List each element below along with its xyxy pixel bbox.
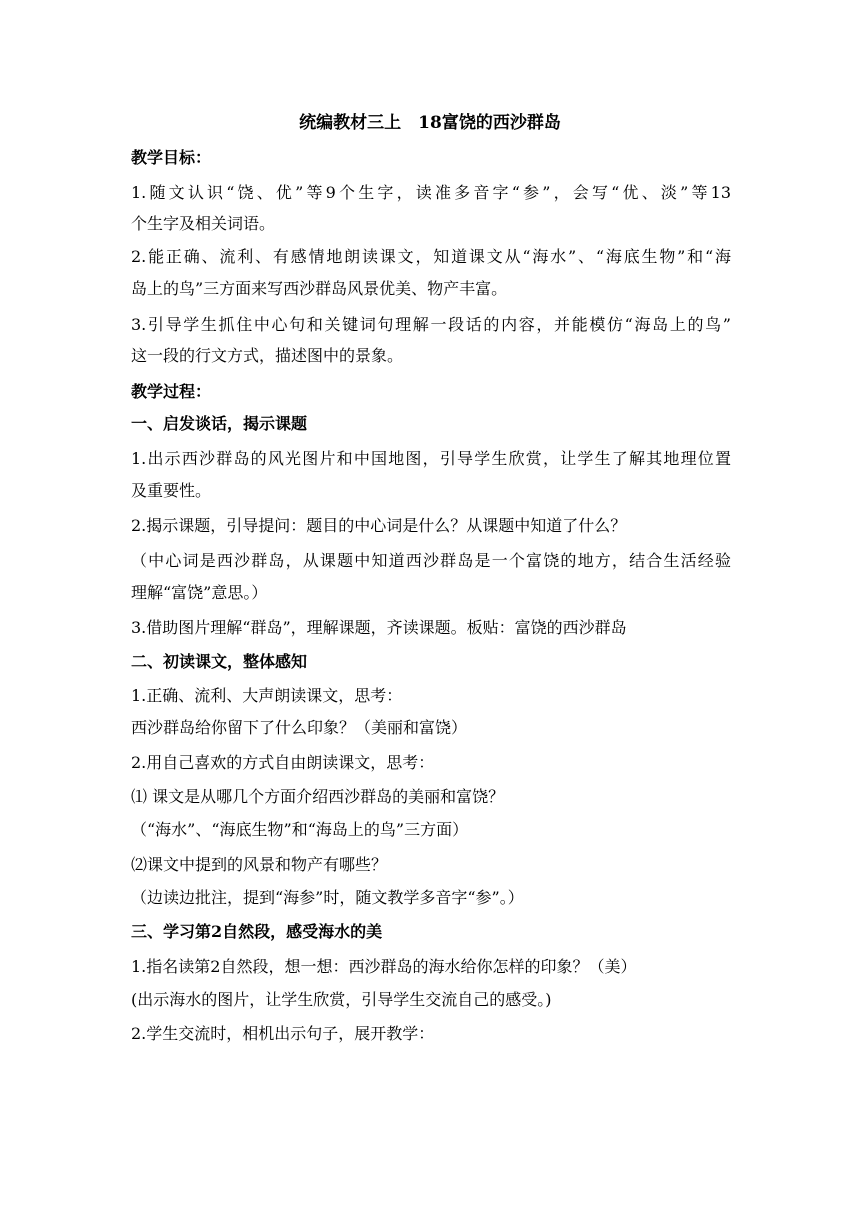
- section-heading-1: 一、启发谈话，揭示课题: [131, 414, 308, 433]
- paragraph-line: 这一段的行文方式，描述图中的景象。: [131, 346, 404, 365]
- paragraph-line: （中心词是西沙群岛，从课题中知道西沙群岛是一个富饶的地方，结合生活经验: [131, 551, 731, 570]
- paragraph-line: 1.正确、流利、大声朗读课文，思考：: [131, 686, 403, 705]
- paragraph-line: 3.借助图片理解“群岛”，理解课题，齐读课题。板贴：富饶的西沙群岛: [131, 618, 627, 637]
- paragraph-line: ⑴ 课文是从哪几个方面介绍西沙群岛的美丽和富饶？: [131, 787, 505, 806]
- paragraph-line: 1.指名读第2自然段，想一想：西沙群岛的海水给你怎样的印象？（美）: [131, 957, 637, 976]
- section-heading-2: 二、初读课文，整体感知: [131, 652, 308, 671]
- paragraph-line: 1.出示西沙群岛的风光图片和中国地图，引导学生欣赏，让学生了解其地理位置: [131, 449, 731, 468]
- paragraph-line: 2.能正确、流利、有感情地朗读课文，知道课文从“海水”、“海底生物”和“海: [131, 247, 731, 266]
- paragraph-line: 3.引导学生抓住中心句和关键词句理解一段话的内容，并能模仿“海岛上的鸟”: [131, 315, 731, 334]
- paragraph-line: (出示海水的图片，让学生欣赏，引导学生交流自己的感受。): [131, 990, 552, 1009]
- paragraph-line: 及重要性。: [131, 481, 212, 500]
- paragraph-line: 个生字及相关词语。: [131, 214, 276, 233]
- paragraph-line: 西沙群岛给你留下了什么印象？（美丽和富饶）: [131, 718, 468, 737]
- paragraph-line: 2.揭示课题，引导提问：题目的中心词是什么？从课题中知道了什么？: [131, 516, 627, 535]
- paragraph-line: ⑵课文中提到的风景和物产有哪些？: [131, 855, 388, 874]
- paragraph-line: 理解“富饶”意思。）: [131, 583, 268, 602]
- paragraph-line: 2.用自己喜欢的方式自由朗读课文，思考：: [131, 753, 435, 772]
- paragraph-line: 岛上的鸟”三方面来写西沙群岛风景优美、物产丰富。: [131, 279, 508, 298]
- document-title: 统编教材三上 18富饶的西沙群岛: [299, 113, 561, 133]
- paragraph-line: （边读边批注，提到“海参”时，随文教学多音字“参”。）: [131, 888, 524, 907]
- section-heading-process: 教学过程：: [131, 382, 212, 401]
- section-heading-3: 三、学习第2自然段，感受海水的美: [131, 922, 383, 941]
- section-heading-objectives: 教学目标：: [131, 148, 212, 167]
- paragraph-line: （“海水”、“海底生物”和“海岛上的鸟”三方面）: [131, 820, 469, 839]
- paragraph-line: 1.随文认识“饶、优”等9个生字，读准多音字“参”，会写“优、淡”等13: [131, 183, 731, 202]
- paragraph-line: 2.学生交流时，相机出示句子，展开教学：: [131, 1024, 435, 1043]
